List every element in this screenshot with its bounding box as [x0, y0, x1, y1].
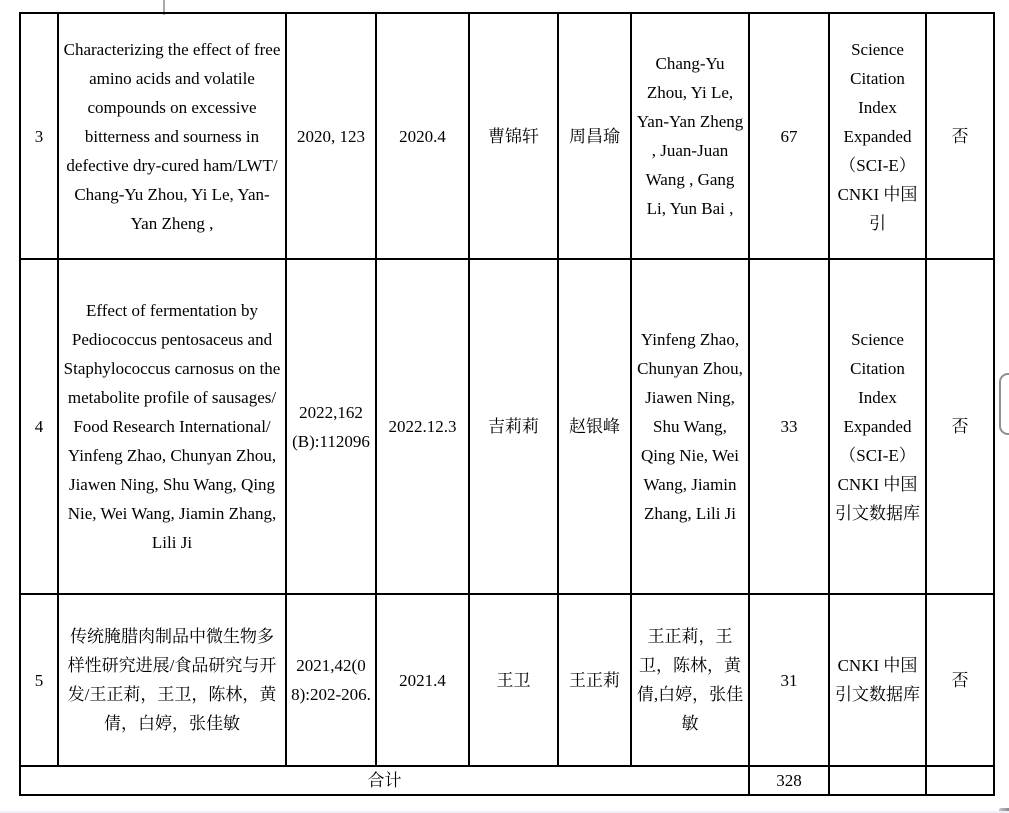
title-cell: Effect of fermentation by Pediococcus pentosaceus and Staphylococcus carnosus on the metabolite profile of sausages/ Food Research International/ Yinfeng Zhao, Chunyan Zhou, Jiawen Ning, Shu Wang, Qing Nie, Wei Wang, Jiamin Zhang, Lili Ji: [58, 259, 286, 594]
first-author-cell: 王正莉: [558, 594, 631, 766]
citation-count-cell: 67: [749, 13, 829, 259]
volume-issue-cell: 2022,162(B):112096: [286, 259, 376, 594]
total-citations-cell: 328: [749, 766, 829, 795]
citation-count-cell: 33: [749, 259, 829, 594]
total-row: [20, 766, 994, 795]
publish-date-cell: 2020.4: [376, 13, 469, 259]
publications-table: [19, 12, 995, 796]
overseas-flag-cell: 否: [926, 594, 994, 766]
serial-number-cell: 5: [20, 594, 58, 766]
index-database-cell: Science Citation Index Expanded （SCI-E） CNKI 中国引: [829, 13, 926, 259]
corresponding-author-cell: 曹锦轩: [469, 13, 558, 259]
citation-count-cell: 31: [749, 594, 829, 766]
volume-issue-cell: 2021,42(08):202-206.: [286, 594, 376, 766]
total-empty-cell: [926, 766, 994, 795]
table-row: [20, 594, 994, 766]
overseas-flag-cell: 否: [926, 259, 994, 594]
index-database-cell: CNKI 中国引文数据库: [829, 594, 926, 766]
title-cell: 传统腌腊肉制品中微生物多样性研究进展/食品研究与开发/王正莉，王卫，陈林，黄倩，白婷，张佳敏: [58, 594, 286, 766]
index-database-cell: Science Citation Index Expanded （SCI-E） CNKI 中国引文数据库: [829, 259, 926, 594]
table-row: [20, 13, 994, 259]
cited-authors-cell: Chang-Yu Zhou, Yi Le, Yan-Yan Zheng , Juan-Juan Wang , Gang Li, Yun Bai ,: [631, 13, 749, 259]
overseas-flag-cell: 否: [926, 13, 994, 259]
serial-number-cell: 4: [20, 259, 58, 594]
first-author-cell: 赵银峰: [558, 259, 631, 594]
corresponding-author-cell: 王卫: [469, 594, 558, 766]
publish-date-cell: 2022.12.3: [376, 259, 469, 594]
total-empty-cell: [829, 766, 926, 795]
volume-issue-cell: 2020, 123: [286, 13, 376, 259]
scrollbar-thumb[interactable]: [999, 373, 1009, 435]
cited-authors-cell: 王正莉，王卫，陈林，黄倩,白婷，张佳敏: [631, 594, 749, 766]
corresponding-author-cell: 吉莉莉: [469, 259, 558, 594]
title-cell: Characterizing the effect of free amino acids and volatile compounds on excessive bitterness and sourness in defective dry-cured ham/LWT/ Chang-Yu Zhou, Yi Le, Yan-Yan Zheng ,: [58, 13, 286, 259]
first-author-cell: 周昌瑜: [558, 13, 631, 259]
publish-date-cell: 2021.4: [376, 594, 469, 766]
cited-authors-cell: Yinfeng Zhao, Chunyan Zhou, Jiawen Ning, Shu Wang, Qing Nie, Wei Wang, Jiamin Zhang, Lili Ji: [631, 259, 749, 594]
serial-number-cell: 3: [20, 13, 58, 259]
table-row: [20, 259, 994, 594]
total-label-cell: 合计: [20, 766, 749, 795]
